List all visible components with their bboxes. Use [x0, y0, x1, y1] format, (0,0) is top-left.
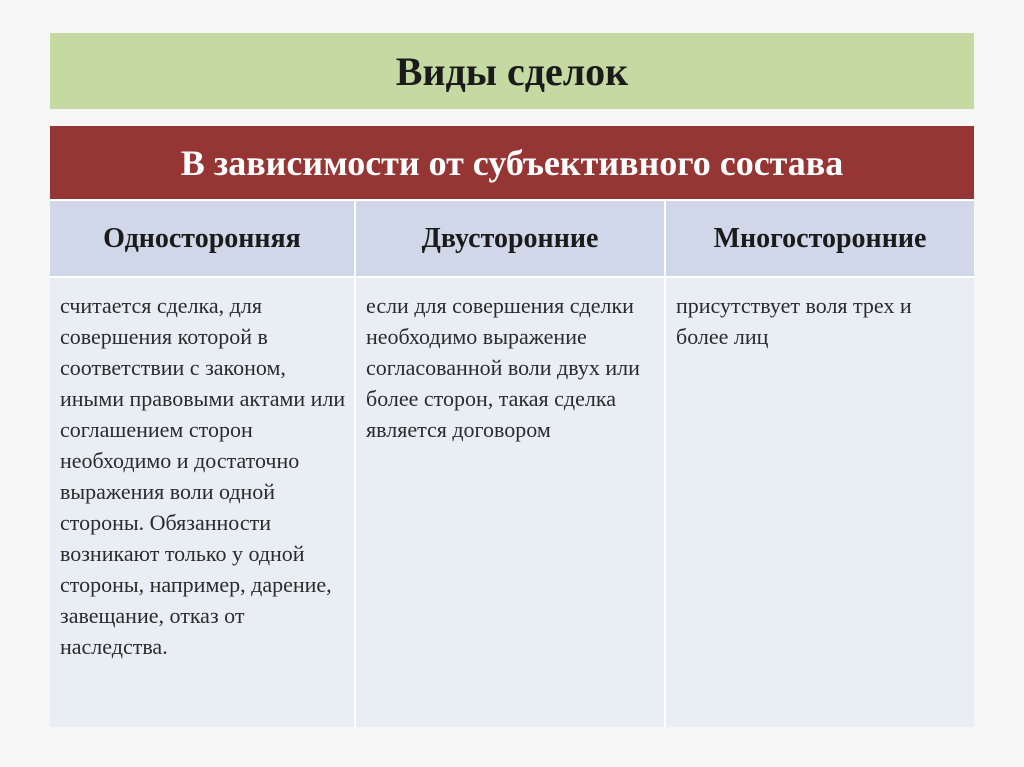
description-multilateral: присутствует воля трех и более лиц	[666, 278, 974, 727]
descriptions-row	[50, 278, 974, 727]
table-header-text: В зависимости от субъективного состава	[180, 142, 844, 183]
column-heading-unilateral: Односторонняя	[50, 201, 356, 278]
description-unilateral: считается сделка, для совершения которой в соответствии с законом, иными правовыми актами или соглашением сторон необходимо и достаточно выражения воли одной стороны. Обязанности возникают только у одной стороны, например, дарение, завещание, отказ от наследства.	[50, 278, 356, 727]
column-heading-bilateral: Двусторонние	[356, 201, 666, 278]
title-bar	[50, 33, 974, 109]
deals-table	[50, 126, 974, 727]
table-header	[50, 126, 974, 201]
column-headings-row	[50, 201, 974, 278]
slide-title: Виды сделок	[395, 48, 629, 94]
description-bilateral: если для совершения сделки необходимо выражение согласованной воли двух или более сторон, такая сделка является договором	[356, 278, 666, 727]
column-heading-multilateral: Многосторонние	[666, 201, 974, 278]
